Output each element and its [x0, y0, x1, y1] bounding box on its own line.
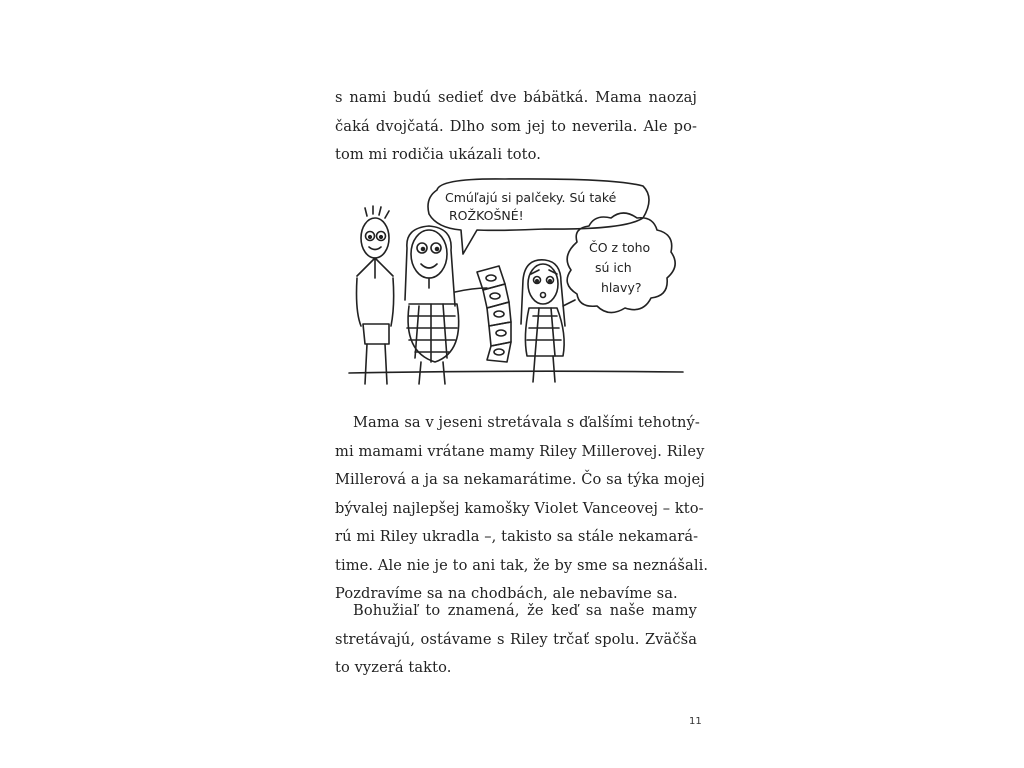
text-line: Pozdravíme sa na chodbách, ale nebavíme sa.: [335, 585, 678, 602]
text-line: mi mamami vrátane mamy Riley Millerovej. Riley: [335, 442, 705, 460]
text-line: s nami budú sedieť dve bábätká. Mama naozaj: [335, 89, 697, 106]
text-line: Millerová a ja sa nekamarátime. Čo sa týka mojej: [335, 471, 705, 488]
text-line: tom mi rodičia ukázali toto.: [335, 146, 542, 163]
paragraph-1: [335, 84, 697, 170]
family-illustration: [345, 176, 690, 391]
dad-figure: [357, 206, 394, 384]
text-line: Mama sa v jeseni stretávala s ďalšími tehotný-: [353, 414, 700, 431]
ultrasound-photos: [477, 266, 511, 362]
paragraph-3: [335, 597, 697, 683]
text-line: bývalej najlepšej kamošky Violet Vanceovej – kto-: [335, 499, 704, 517]
bubble-girl-line-2: sú ich: [595, 260, 632, 275]
ground-line: [349, 371, 683, 373]
bubble-mom-line-2: ROŽKOŠNÉ!: [449, 208, 524, 223]
text-line: time. Ale nie je to ani tak, že by sme sa neznášali.: [335, 556, 709, 574]
mom-figure: [405, 226, 487, 384]
illustration-drawing: [345, 176, 690, 391]
text-line: stretávajú, ostávame s Riley trčať spolu. Zväčša: [335, 630, 697, 648]
text-line: rú mi Riley ukradla –, takisto sa stále nekamará-: [335, 528, 699, 545]
bubble-mom-line-1: Cmúľajú si palčeky. Sú také: [445, 190, 617, 205]
page-number: 11: [689, 716, 702, 727]
bubble-girl-line-3: hlavy?: [601, 280, 642, 295]
girl-figure: [521, 260, 565, 382]
paragraph-2: [335, 409, 709, 609]
text-line: to vyzerá takto.: [335, 659, 452, 676]
text-line: čaká dvojčatá. Dlho som jej to neverila. Ale po-: [335, 117, 697, 135]
text-line: Bohužiaľ to znamená, že keď sa naše mamy: [353, 602, 697, 619]
bubble-girl-line-1: ČO z toho: [589, 240, 651, 255]
